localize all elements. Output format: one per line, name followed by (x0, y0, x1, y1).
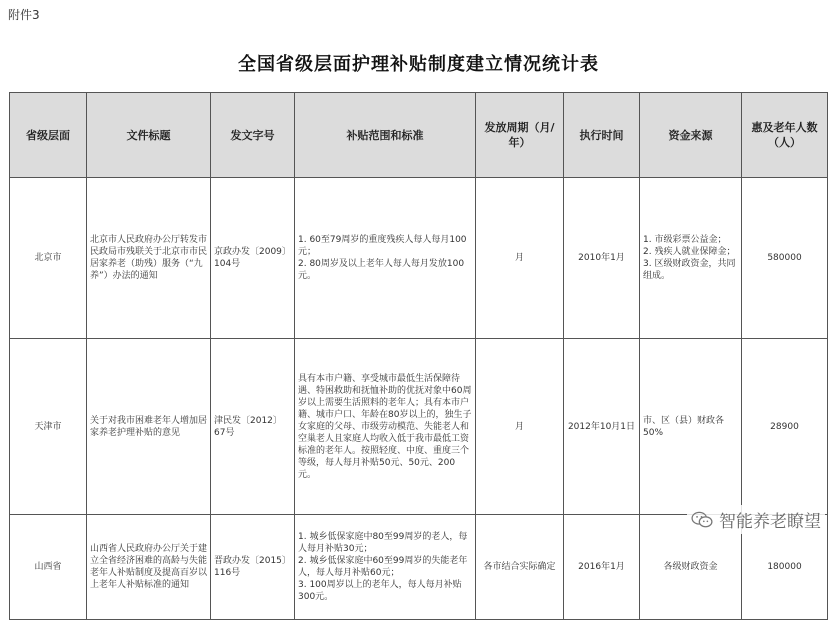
col-header-doc-number: 发文字号 (211, 93, 295, 178)
cell-cycle: 各市结合实际确定 (476, 515, 564, 620)
cell-doc-title: 北京市人民政府办公厅转发市民政局市残联关于北京市市民居家养老（助残）服务（“九养”）办法的通知 (87, 178, 211, 339)
attachment-label: 附件3 (8, 8, 40, 22)
page-title: 全国省级层面护理补贴制度建立情况统计表 (238, 54, 599, 75)
cell-scope: 1. 城乡低保家庭中80至99周岁的老人，每人每月补贴30元； 2. 城乡低保家庭中60至99周岁的失能老年人，每人每月补贴60元； 3. 100周岁以上的老年人，每人每月补贴300元。 (295, 515, 476, 620)
cell-doc-number: 晋政办发〔2015〕116号 (211, 515, 295, 620)
col-header-beneficiaries: 惠及老年人数（人） (742, 93, 828, 178)
cell-doc-title: 关于对我市困难老年人增加居家养老护理补贴的意见 (87, 339, 211, 515)
cell-funding: 各级财政资金 (640, 515, 742, 620)
cell-doc-title: 山西省人民政府办公厅关于建立全省经济困难的高龄与失能老年人补贴制度及提高百岁以上老年人补贴标准的通知 (87, 515, 211, 620)
cell-province: 北京市 (10, 178, 87, 339)
watermark (687, 505, 825, 534)
col-header-cycle: 发放周期（月/年） (476, 93, 564, 178)
watermark-text: 智能养老瞭望 (719, 512, 821, 532)
cell-start: 2016年1月 (564, 515, 640, 620)
cell-cycle: 月 (476, 339, 564, 515)
cell-funding: 1. 市级彩票公益金； 2. 残疾人就业保障金； 3. 区级财政资金，共同组成。 (640, 178, 742, 339)
cell-scope: 1. 60至79周岁的重度残疾人每人每月100元； 2. 80周岁及以上老年人每人每月发放100元。 (295, 178, 476, 339)
cell-doc-number: 京政办发〔2009〕104号 (211, 178, 295, 339)
cell-cycle: 月 (476, 178, 564, 339)
cell-start: 2012年10月1日 (564, 339, 640, 515)
statistics-table (9, 92, 828, 620)
cell-province: 山西省 (10, 515, 87, 620)
cell-beneficiaries: 28900 (742, 339, 828, 515)
cell-scope: 具有本市户籍、享受城市最低生活保障待遇、特困救助和抚恤补助的优抚对象中60周岁以上需要生活照料的老年人；具有本市户籍、城市户口、年龄在80岁以上的，独生子女家庭的父母、市级劳动模范、失能老人和空巢老人且家庭人均收入低于我市最低工资标准的老年人。按照轻度、中度、重度三个等级，每人每月补贴50元、50元、200元。 (295, 339, 476, 515)
cell-start: 2010年1月 (564, 178, 640, 339)
table-row (10, 339, 828, 515)
cell-funding: 市、区（县）财政各50% (640, 339, 742, 515)
col-header-start: 执行时间 (564, 93, 640, 178)
table-header-row (10, 93, 828, 178)
table-row (10, 178, 828, 339)
cell-beneficiaries: 580000 (742, 178, 828, 339)
col-header-scope: 补贴范围和标准 (295, 93, 476, 178)
cell-doc-number: 津民发〔2012〕67号 (211, 339, 295, 515)
cell-beneficiaries: 180000 (742, 515, 828, 620)
col-header-doc-title: 文件标题 (87, 93, 211, 178)
wechat-icon (691, 511, 713, 529)
cell-province: 天津市 (10, 339, 87, 515)
col-header-province: 省级层面 (10, 93, 87, 178)
col-header-funding: 资金来源 (640, 93, 742, 178)
